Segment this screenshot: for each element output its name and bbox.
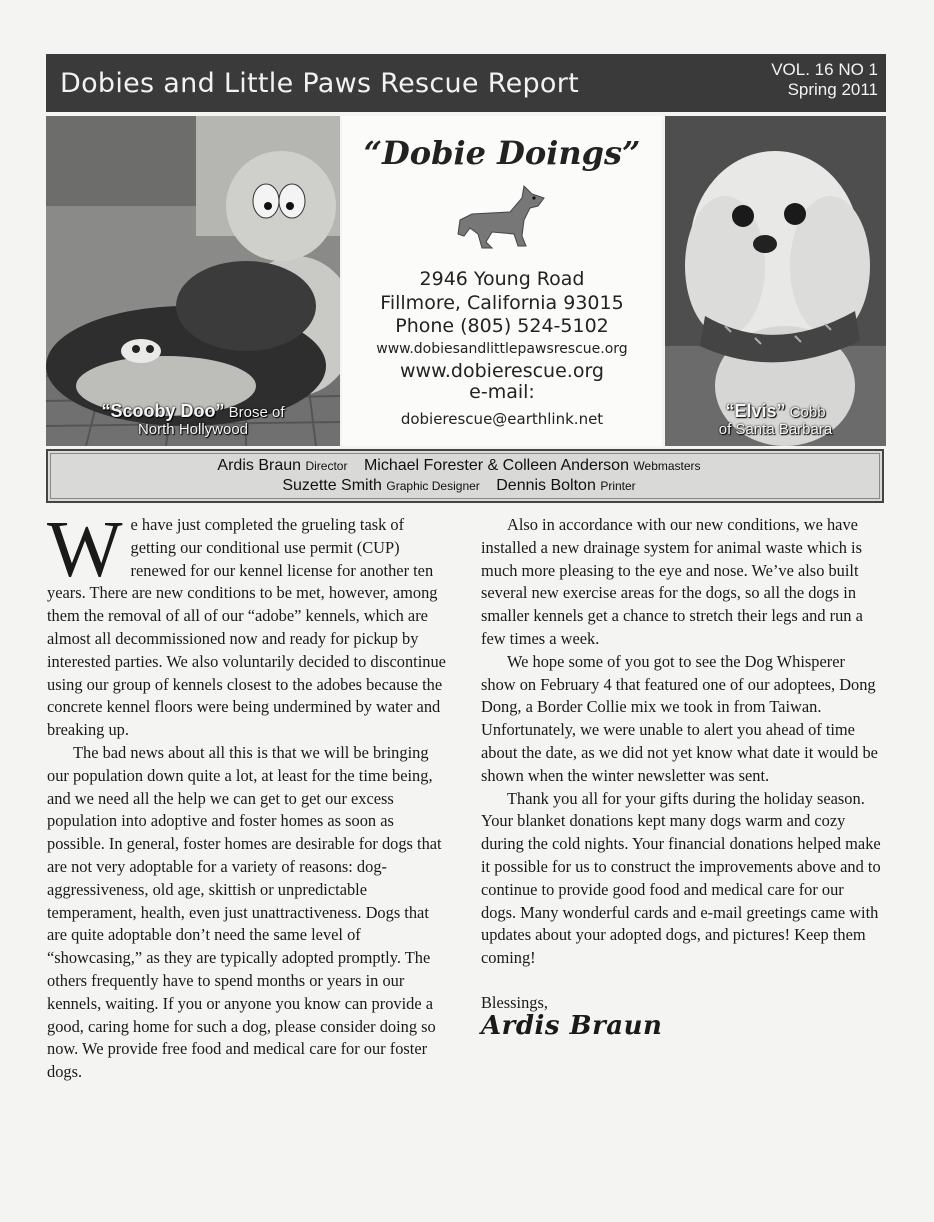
caption-owner: Brose of	[228, 404, 285, 421]
signature: Ardis Braun	[481, 1010, 663, 1041]
paragraph-text: e have just completed the grueling task of getting our conditional use permit (CUP) renewed for our kennel license for another ten years. There are new conditions to be met, however, among them the removal of all of our “adobe” kennels, which are almost all decommissioned now and ready for pickup by interested parties. We also voluntarily decided to discontinue using our group of kennels closest to the adobes because the concrete kennel floors were being undermined by water and breaking up.	[47, 515, 446, 740]
staff-name: Suzette Smith	[282, 477, 382, 494]
article-column-left	[47, 506, 452, 1084]
photo-caption-left	[46, 403, 340, 438]
email-label: e-mail:	[469, 381, 535, 403]
masthead-box	[342, 116, 662, 446]
website-link-2[interactable]: www.dobierescue.org	[400, 360, 604, 382]
street-address: 2946 Young Road	[419, 268, 585, 290]
article-column-right	[481, 514, 881, 1041]
staff-role: Webmasters	[633, 459, 701, 473]
issue-info	[771, 60, 878, 100]
phone-number: Phone (805) 524-5102	[395, 315, 609, 337]
staff-name: Dennis Bolton	[496, 477, 596, 494]
article-paragraph: Thank you all for your gifts during the holiday season. Your blanket donations kept many dogs warm and cozy during the cold nights. Your financial donations helped make it possible for us to construct the improvements above and to continue to provide good food and medical care for our dogs. Many wonderful cards and e-mail greetings came with updates about your adopted dogs, and pictures! Keep them coming!	[481, 788, 881, 968]
article-paragraph: Also in accordance with our new conditions, we have installed a new drainage system for animal waste which is much more pleasing to the eye and nose. We’ve also built several new exercise areas for the dogs, so all the dogs in smaller kennels get a chance to stretch their legs and run a few times a week.	[481, 515, 863, 648]
staff-role: Graphic Designer	[386, 479, 480, 493]
staff-row-1	[48, 457, 882, 475]
issue-season: Spring 2011	[787, 80, 878, 99]
city-state-zip: Fillmore, California 93015	[380, 292, 624, 314]
photo-caption-right	[665, 403, 886, 438]
article-paragraph: We hope some of you got to see the Dog Whisperer show on February 4 that featured one of our adoptees, Dong Dong, a Border Collie mix we took in from Taiwan. Unfortunately, we were unable to alert you ahead of time about the date, as we did not yet know what date it would be shown when the winter newsletter was sent.	[481, 651, 878, 785]
volume-number: VOL. 16 NO 1	[771, 60, 878, 79]
staff-name: Michael Forester & Colleen Anderson	[363, 457, 629, 474]
masthead-title: “Dobie Doings”	[363, 134, 641, 172]
dog-logo-icon	[452, 176, 552, 256]
article-paragraph	[47, 506, 452, 742]
elvis-photo-illustration	[665, 116, 886, 446]
closing-salutation: Blessings,	[481, 992, 548, 1012]
caption-location: North Hollywood	[137, 421, 249, 438]
staff-name: Ardis Braun	[217, 457, 302, 474]
staff-credits	[46, 449, 884, 503]
photo-scooby-doo	[46, 116, 340, 446]
email-link[interactable]: dobierescue@earthlink.net	[400, 410, 604, 428]
scooby-doo-photo-illustration	[46, 116, 340, 446]
staff-role: Director	[305, 459, 348, 473]
staff-role: Printer	[600, 479, 636, 493]
article-paragraph: The bad news about all this is that we will be bringing our population down quite a lot, at least for the time being, and we need all the help we can get to get our excess population into adoptive and foster homes as soon as possible. In general, foster homes are desirable for dogs that are not very adoptable for a variety of reasons: dog-aggressiveness, old age, skittish or unpredictable temperament, health, even just unattractiveness. Dogs that are quite adoptable don’t need the same level of “showcasing,” as they are typically adopted promptly. The others frequently have to spend months or years in our kennels, waiting. If you or anyone you know can provide a good, caring home for such a dog, please consider doing so now. We provide free food and medical care for our foster dogs.	[47, 742, 442, 1082]
newsletter-title: Dobies and Little Paws Rescue Report	[60, 68, 580, 99]
caption-dog-name: “Elvis”	[725, 401, 786, 421]
photo-elvis	[665, 116, 886, 446]
staff-row-2	[48, 477, 882, 495]
caption-location: of Santa Barbara	[718, 421, 833, 438]
caption-owner: Cobb	[789, 404, 826, 421]
caption-dog-name: “Scooby Doo”	[101, 401, 225, 421]
drop-cap: W	[47, 506, 123, 594]
header-banner	[46, 54, 886, 112]
website-link-1[interactable]: www.dobiesandlittlepawsrescue.org	[376, 341, 628, 357]
